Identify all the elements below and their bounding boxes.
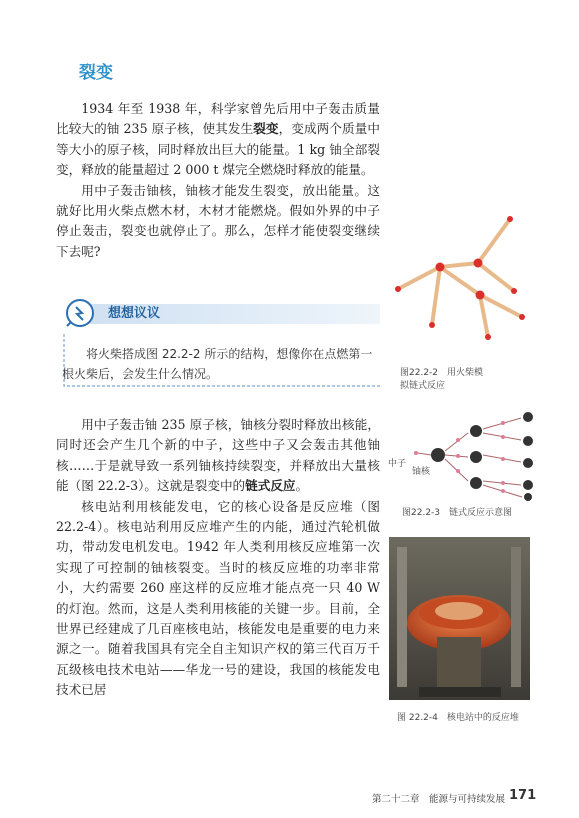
paragraph-3 [56, 415, 380, 497]
match-structure-figure [390, 205, 530, 355]
paragraph-1 [56, 99, 380, 181]
figure-22-2-caption [400, 367, 483, 393]
paragraph-4: 核电站利用核能发电，它的核心设备是反应堆（图 22.2-4）。核电站利用反应堆产生的内能，通过汽轮机做功，带动发电机发电。1942 年人类利用核反应堆第一次实现了可控制的铀核裂变。当时的核反应堆的功率非常小，大约需要 260 座这样的反应堆才能点亮一只 40 W 的灯泡。然而，这是人类利用核能的关键一步。目前，全世界已经建成了几百座核电站，核能发电是重要的电力来源之一。随着我国具有完全自主知识产权的第三代百万千瓦级核电技术电站——华龙一号的建设，我国的核能发电技术已居 [56, 498, 380, 698]
p1-text-a: 1934 年至 1938 年，科学家曾先后用中子轰击质量比较大的铀 235 原子核，使其发生 [56, 101, 380, 137]
figure-22-4-caption: 图 22.2-4 核电站中的反应堆 [397, 713, 519, 723]
p3-text-a: 用中子轰击铀 235 原子核，铀核分裂时释放出核能，同时还会产生几个新的中子，这些中子又会轰击其他铀核……于是就导致一系列铀核持续裂变，并释放出大量核能（图 22.2-3）。这就是裂变中的 [56, 417, 380, 494]
reactor-photo [389, 537, 530, 700]
label-uranium-nucleus: 铀核 [412, 467, 431, 477]
section-title: 裂变 [79, 63, 113, 83]
term-chain-reaction: 链式反应 [245, 478, 296, 494]
think-discuss-title: 想想议议 [108, 306, 161, 321]
intro-text [56, 99, 380, 262]
figure-22-3-caption: 图22.2-3 链式反应示意图 [402, 508, 513, 518]
p3-text-b: 。 [295, 478, 309, 494]
body-text [56, 415, 380, 701]
paragraph-2: 用中子轰击铀核，铀核才能发生裂变，放出能量。这就好比用火柴点燃木材，木材才能燃烧。假如外界的中子停止轰击，裂变也就停止了。那么，怎样才能使裂变继续下去呢? [56, 182, 380, 259]
think-text-paragraph: 将火柴搭成图 22.2-2 所示的结构，想像你在点燃第一根火柴后，会发生什么情况。 [62, 347, 373, 381]
fig1-caption-line2: 拟链式反应 [400, 381, 446, 391]
page-number: 171 [509, 788, 537, 803]
label-neutron: 中子 [388, 459, 407, 469]
lightbulb-icon [62, 298, 98, 328]
fig1-caption-line1: 图22.2-2 用火柴模 [400, 368, 484, 378]
think-discuss-text [62, 344, 384, 384]
p1-text-b: ，变成两个质量中等大小的原子核，同时释放出巨大的能量。1 kg 铀全部裂变，释放的能量超过 2 000 t 煤完全燃烧时释放的能量。 [56, 121, 381, 178]
think-discuss-header [62, 298, 382, 326]
chain-reaction-figure [388, 405, 548, 505]
chapter-footer: 第二十二章 能源与可持续发展 [372, 794, 506, 805]
term-fission: 裂变 [253, 121, 279, 137]
